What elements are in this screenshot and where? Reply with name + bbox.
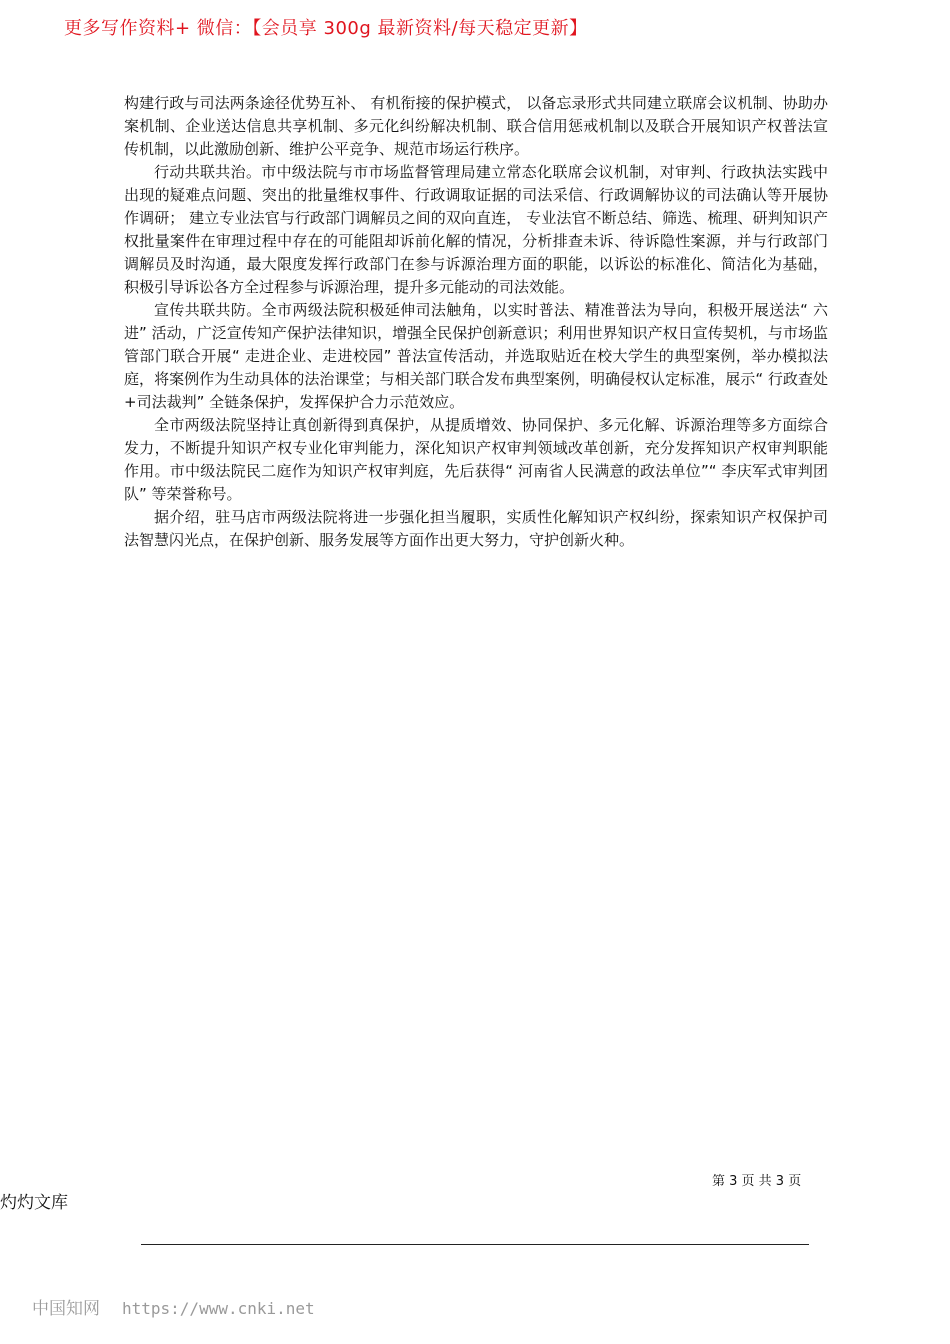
paragraph-3: 宣传共联共防。全市两级法院积极延伸司法触角，以实时普法、精准普法为导向，积极开展送法“ 六进” 活动，广泛宣传知产保护法律知识，增强全民保护创新意识；利用世界知识产权日宣传契机，与市场监管部门联合开展“ 走进企业、走进校园” 普法宣传活动，并选取贴近在校大学生的典型案例，举办模拟法庭，将案例作为生动具体的法治课堂；与相关部门联合发布典型案例，明确侵权认定标准，展示“ 行政查处+司法裁判” 全链条保护，发挥保护合力示范效应。 bbox=[124, 301, 828, 411]
paragraph-4: 全市两级法院坚持让真创新得到真保护，从提质增效、协同保护、多元化解、诉源治理等多方面综合发力，不断提升知识产权专业化审判能力，深化知识产权审判领域改革创新，充分发挥知识产权审判职能作用。市中级法院民二庭作为知识产权审判庭，先后获得“ 河南省人民满意的政法单位”“ 李庆军式审判团队” 等荣誉称号。 bbox=[124, 416, 828, 503]
library-watermark: 灼灼文库 bbox=[0, 1193, 68, 1213]
paragraph-2: 行动共联共治。市中级法院与市市场监督管理局建立常态化联席会议机制，对审判、行政执法实践中出现的疑难点问题、突出的批量维权事件、行政调取证据的司法采信、行政调解协议的司法确认等开展协作调研； 建立专业法官与行政部门调解员之间的双向直连， 专业法官不断总结、筛选、梳理、研判知识产权批量案件在审理过程中存在的可能阻却诉前化解的情况，分析排查未诉、待诉隐性案源，并与行政部门调解员及时沟通，最大限度发挥行政部门在参与诉源治理方面的职能，以诉讼的标准化、简洁化为基础，积极引导诉讼各方全过程参与诉源治理，提升多元能动的司法效能。 bbox=[124, 163, 828, 296]
cnki-url[interactable]: https://www.cnki.net bbox=[122, 1299, 315, 1318]
promo-banner: 更多写作资料+ 微信：【会员享 300g 最新资料/每天稳定更新】 bbox=[64, 18, 588, 39]
cnki-name: 中国知网 bbox=[32, 1299, 100, 1319]
paragraph-5: 据介绍，驻马店市两级法院将进一步强化担当履职，实质性化解知识产权纠纷，探索知识产权保护司法智慧闪光点，在保护创新、服务发展等方面作出更大努力，守护创新火种。 bbox=[124, 508, 828, 549]
page-number: 第 3 页 共 3 页 bbox=[712, 1174, 802, 1189]
footer-divider bbox=[141, 1244, 809, 1245]
paragraph-1: 构建行政与司法两条途径优势互补、 有机衔接的保护模式， 以备忘录形式共同建立联席会议机制、协助办案机制、企业送达信息共享机制、多元化纠纷解决机制、联合信用惩戒机制以及联合开展知识产权普法宣传机制，以此激励创新、维护公平竞争、规范市场运行秩序。 bbox=[124, 94, 828, 158]
cnki-footer bbox=[32, 1294, 315, 1319]
document-body bbox=[124, 92, 828, 552]
